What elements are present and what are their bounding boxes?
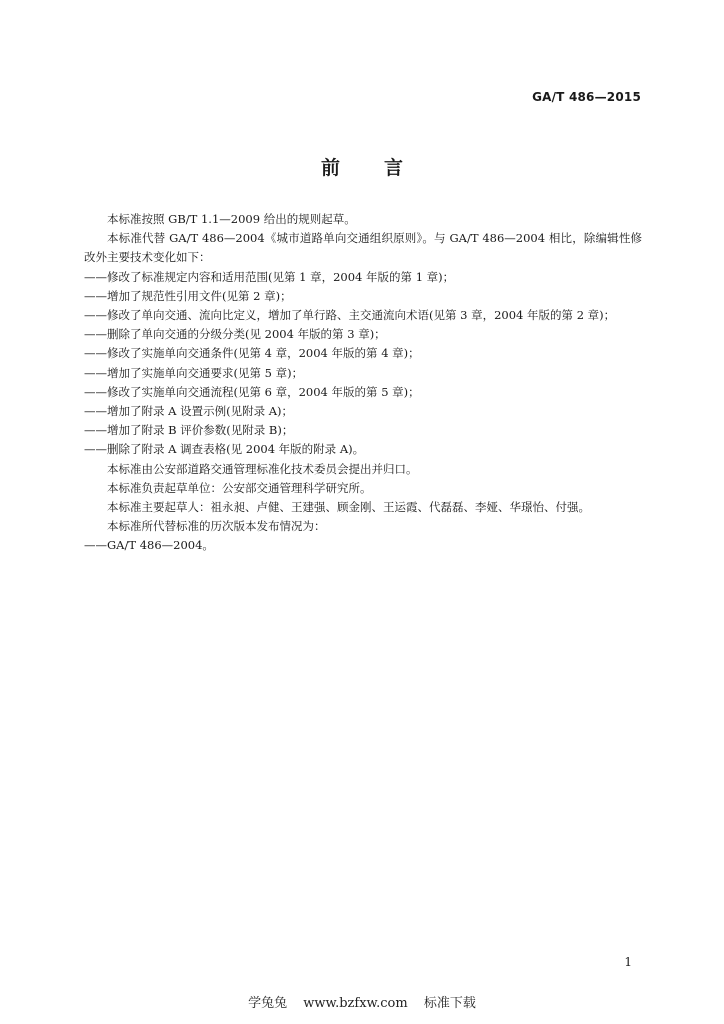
- paragraph-replacement: 本标准代替 GA/T 486—2004《城市道路单向交通组织原则》。与 GA/T 486—2004 相比，除编辑性修改外主要技术变化如下：: [84, 231, 642, 265]
- standard-code: GA/T 486—2015: [532, 90, 641, 104]
- change-item: ——修改了单向交通、流向比定义，增加了单行路、主交通流向术语(见第 3 章，2004 年版的第 2 章)；: [84, 308, 616, 323]
- change-item: ——修改了实施单向交通条件(见第 4 章，2004 年版的第 4 章)；: [84, 346, 420, 361]
- page-number: 1: [624, 955, 632, 969]
- paragraph-drafting-unit: 本标准负责起草单位：公安部交通管理科学研究所。: [107, 480, 372, 495]
- foreword-body: [84, 210, 642, 556]
- change-item: ——增加了附录 B 评价参数(见附录 B)；: [84, 423, 294, 438]
- footer-tagline: 标准下载: [423, 996, 476, 1011]
- paragraph-drafters: 本标准主要起草人：祖永昶、卢健、王建强、顾金刚、王运霞、代磊磊、李娅、华璟怡、付强。: [107, 500, 590, 515]
- change-item: ——修改了实施单向交通流程(见第 6 章，2004 年版的第 5 章)；: [84, 384, 420, 399]
- paragraph-proposer: 本标准由公安部道路交通管理标准化技术委员会提出并归口。: [107, 461, 418, 476]
- title-char-2: 言: [384, 157, 404, 179]
- footer-site-name: 学兔兔: [248, 996, 288, 1011]
- change-item: ——增加了规范性引用文件(见第 2 章)；: [84, 288, 292, 303]
- change-item: ——增加了附录 A 设置示例(见附录 A)；: [84, 404, 294, 419]
- title-char-1: 前: [320, 157, 340, 179]
- change-item: ——删除了附录 A 调查表格(见 2004 年版的附录 A)。: [84, 442, 365, 457]
- footer-watermark: [0, 992, 724, 1011]
- change-item: ——增加了实施单向交通要求(见第 5 章)；: [84, 365, 304, 380]
- footer-url[interactable]: www.bzfxw.com: [303, 996, 408, 1011]
- paragraph-history: 本标准所代替标准的历次版本发布情况为：: [107, 519, 326, 534]
- change-item: ——删除了单向交通的分级分类(见 2004 年版的第 3 章)；: [84, 327, 386, 342]
- paragraph-drafting-rules: 本标准按照 GB/T 1.1—2009 给出的规则起草。: [107, 212, 356, 226]
- history-item: ——GA/T 486—2004。: [84, 538, 214, 553]
- page-title: [0, 153, 724, 180]
- change-item: ——修改了标准规定内容和适用范围(见第 1 章，2004 年版的第 1 章)；: [84, 269, 455, 284]
